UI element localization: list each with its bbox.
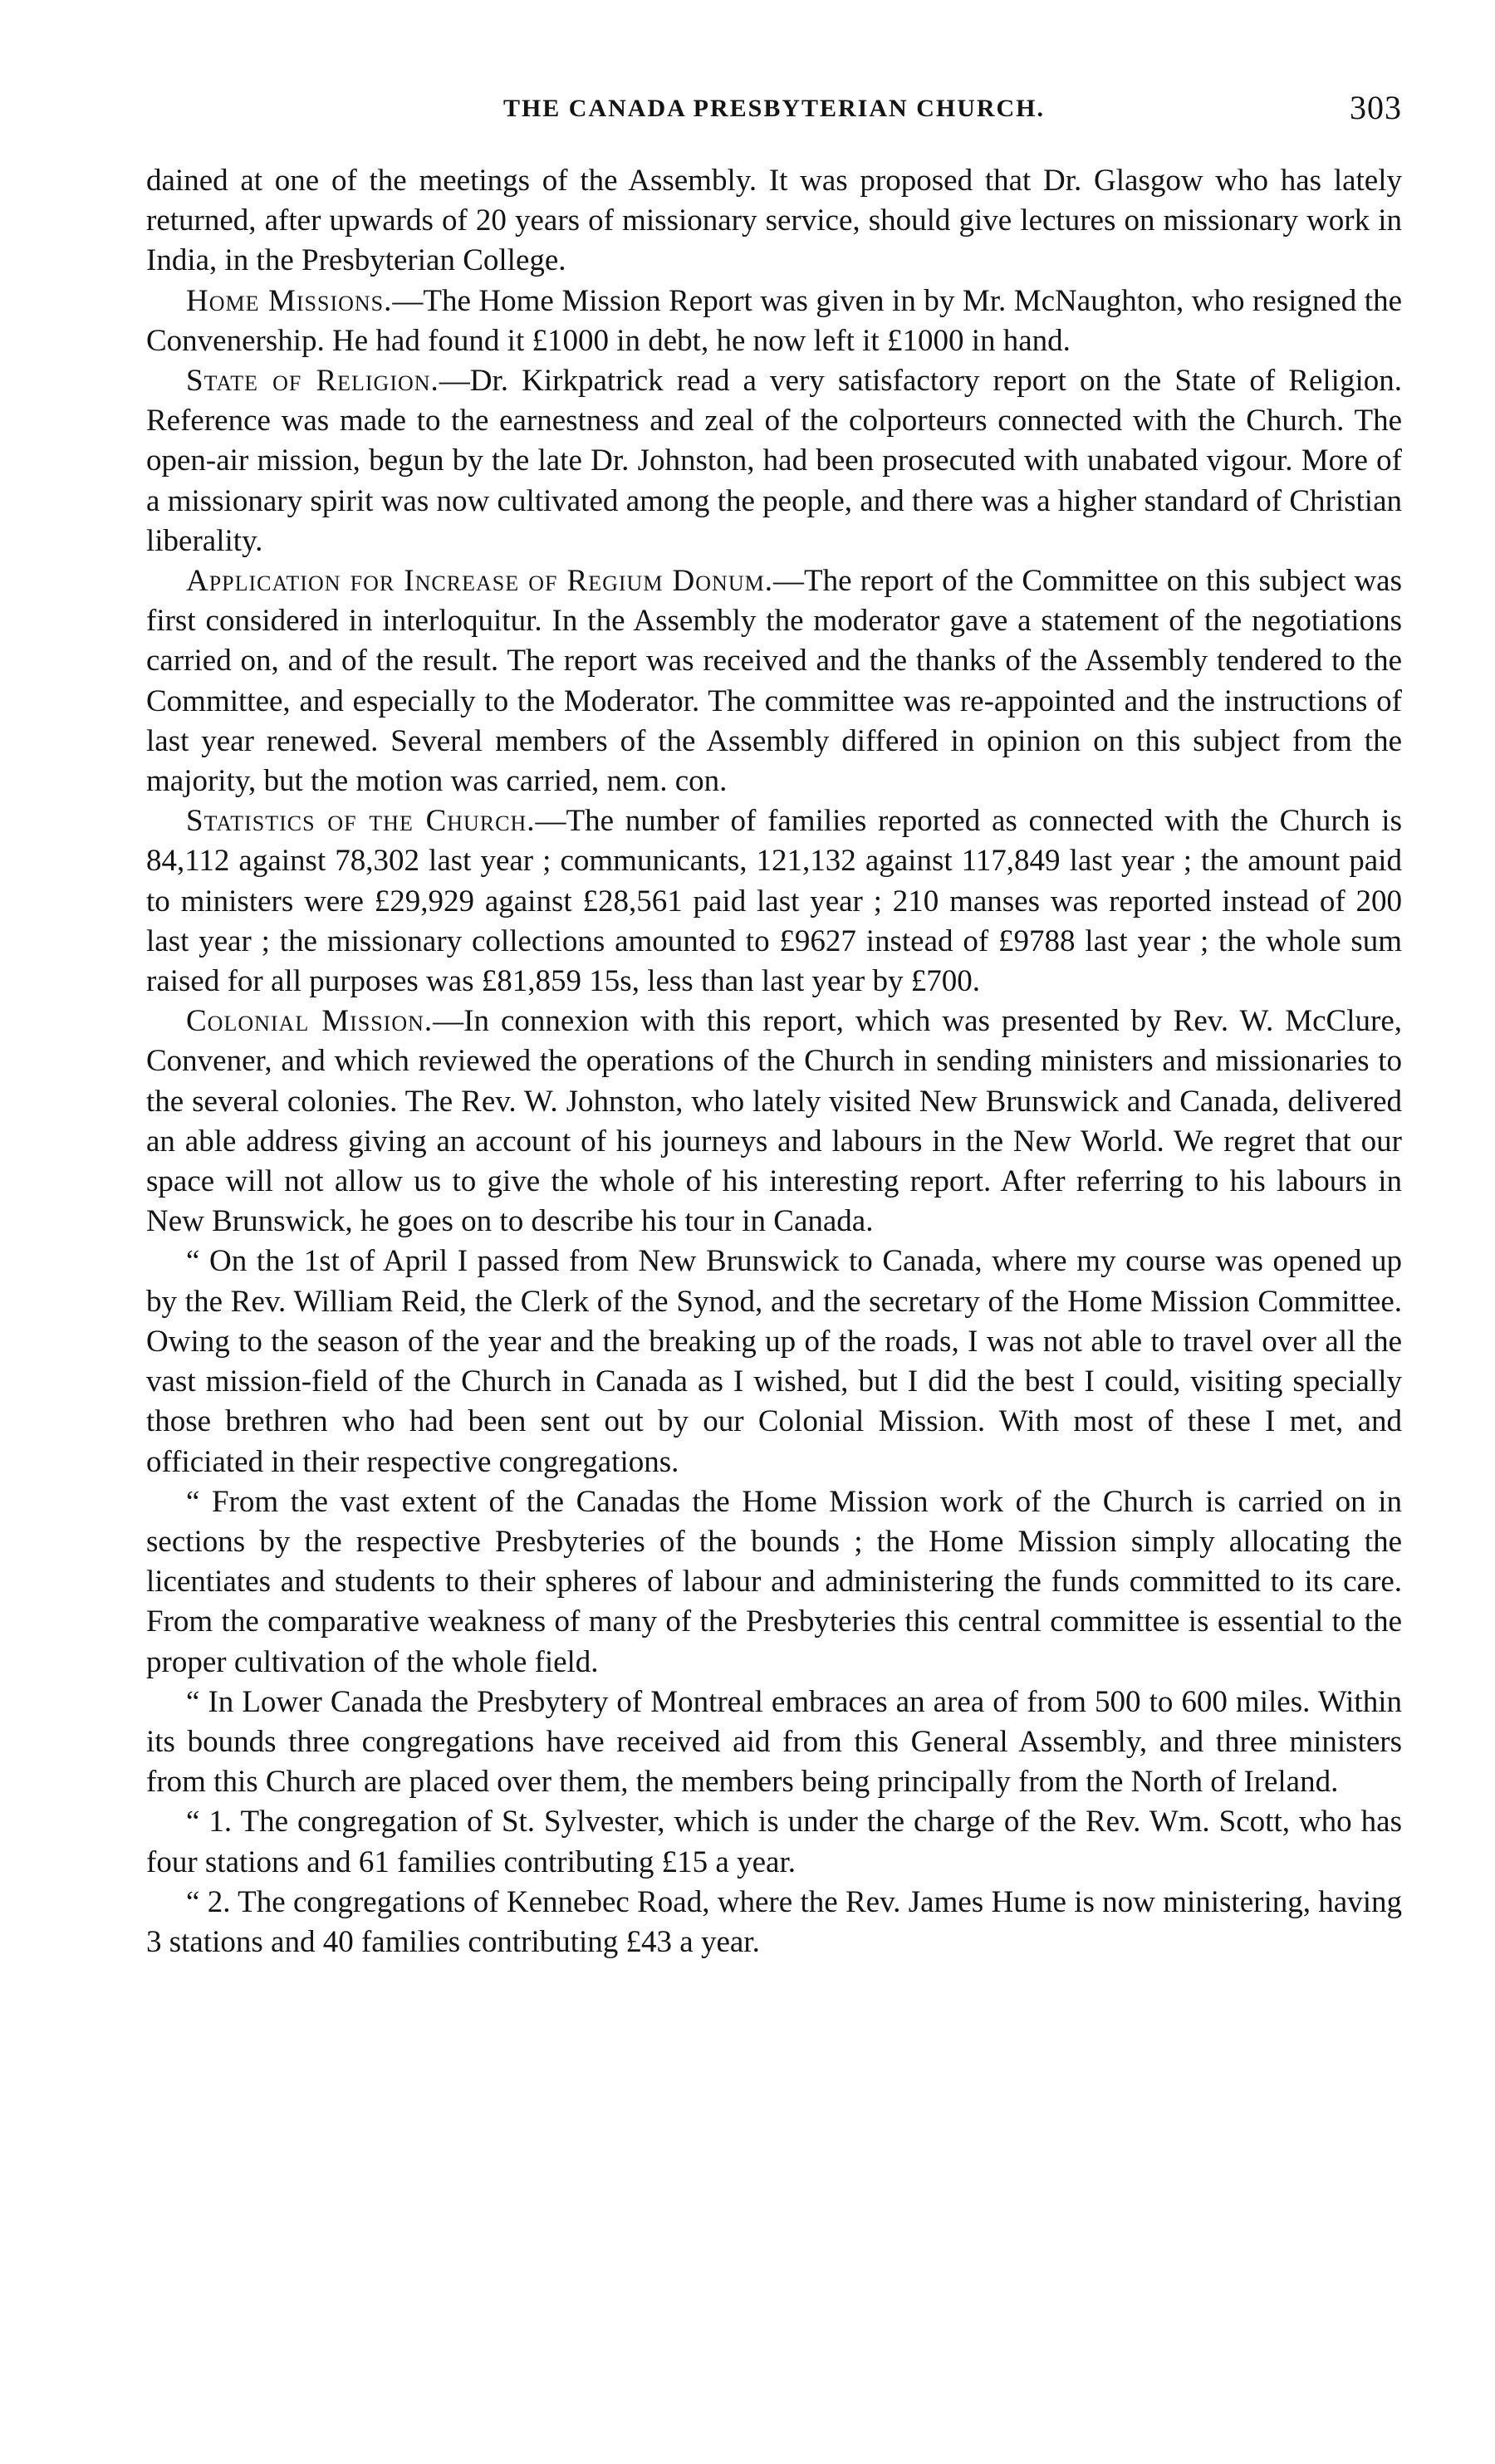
section-heading: Colonial Mission. [186,1004,434,1039]
body-text [146,161,1402,1962]
running-header [146,86,1402,136]
paragraph-text: —Dr. Kirkpatrick read a very satisfactory report on the State of Religion. Reference was made to the earnestness and zeal of the colporteurs connected with the Church. The open-air mission, begun by the late Dr. Johnston, had been prosecuted with unabated vigour. More of a missionary spirit was now cultivated among the people, and there was a higher standard of Christian liberality. [146,364,1402,558]
paragraph-text: —The Home Mission Report was given in by Mr. McNaughton, who resigned the Convenership. He had found it £1000 in debt, he now left it £1000 in hand. [146,283,1402,358]
paragraph-state-of-religion [146,361,1402,561]
paragraph-home-missions [146,282,1402,361]
section-heading: State of Religion. [186,364,439,399]
section-heading: Home Missions. [186,283,393,318]
paragraph-text: “ 1. The congregation of St. Sylvester, which is under the charge of the Rev. Wm. Scott, who has four stations and 61 families contributing £15 a year. [146,1805,1402,1879]
book-page [146,86,1402,1962]
paragraph-quote-kennebec-road [146,1883,1402,1962]
paragraph-text: “ On the 1st of April I passed from New Brunswick to Canada, where my course was opened up by the Rev. William Reid, the Clerk of the Synod, and the secretary of the Home Mission Committee. Owing to the season of the year and the breaking up of the roads, I was not able to travel over all the vast mission-field of the Church in Canada as I wished, but I did the best I could, visiting specially those brethren who had been sent out by our Colonial Mission. With most of these I met, and officiated in their respective congregations. [146,1244,1402,1479]
section-heading: Application for Increase of Regium Donum. [186,564,773,599]
running-title: THE CANADA PRESBYTERIAN CHURCH. [502,95,1046,122]
paragraph-text: —The number of families reported as connected with the Church is 84,112 against 78,302 last year ; communicants, 121,132 against 117,849 last year ; the amount paid to ministers were £29,929 against £28,561 paid last year ; 210 manses was reported instead of 200 last year ; the missionary collections amounted to £9627 instead of £9788 last year ; the whole sum raised for all purposes was £81,859 15s, less than last year by £700. [146,804,1402,999]
page-number: 303 [1350,89,1402,126]
paragraph-text: —In connexion with this report, which was presented by Rev. W. McClure, Convener, and which reviewed the operations of the Church in sending ministers and missionaries to the several colonies. The Rev. W. Johnston, who lately visited New Brunswick and Canada, delivered an able address giving an account of his journeys and labours in the New World. We regret that our space will not allow us to give the whole of his interesting report. After referring to his labours in New Brunswick, he goes on to describe his tour in Canada. [146,1004,1402,1239]
paragraph-continuation [146,161,1402,282]
paragraph-regium-donum [146,561,1402,801]
paragraph-text: “ From the vast extent of the Canadas the Home Mission work of the Church is carried on in sections by the respective Presbyteries of the bounds ; the Home Mission simply allocating the licentiates and students to their spheres of labour and administering the funds committed to its care. From the comparative weakness of many of the Presbyteries this central committee is essential to the proper cultivation of the whole field. [146,1484,1402,1679]
paragraph-text: “ 2. The congregations of Kennebec Road, where the Rev. James Hume is now ministering, having 3 stations and 40 families contributing £43 a year. [146,1884,1402,1959]
paragraph-statistics [146,801,1402,1002]
paragraph-text: —The report of the Committee on this subject was first considered in interloquitur. In the Assembly the moderator gave a statement of the negotiations carried on, and of the result. The report was received and the thanks of the Assembly tendered to the Committee, and especially to the Moderator. The committee was re-appointed and the instructions of last year renewed. Several members of the Assembly differed in opinion on this subject from the majority, but the motion was carried, nem. con. [146,564,1402,799]
paragraph-quote-st-sylvester [146,1802,1402,1882]
paragraph-text: dained at one of the meetings of the Assembly. It was proposed that Dr. Glasgow who has lately returned, after upwards of 20 years of missionary service, should give lectures on missionary work in India, in the Presbyterian College. [146,164,1402,278]
paragraph-text: “ In Lower Canada the Presbytery of Montreal embraces an area of from 500 to 600 miles. Within its bounds three congregations have received aid from this General Assembly, and three ministers from this Church are placed over them, the members being principally from the North of Ireland. [146,1684,1402,1800]
paragraph-quote-home-mission-work [146,1482,1402,1683]
section-heading: Statistics of the Church. [186,804,536,839]
paragraph-quote-lower-canada [146,1683,1402,1803]
paragraph-quote-canada-arrival [146,1242,1402,1482]
paragraph-colonial-mission [146,1002,1402,1242]
